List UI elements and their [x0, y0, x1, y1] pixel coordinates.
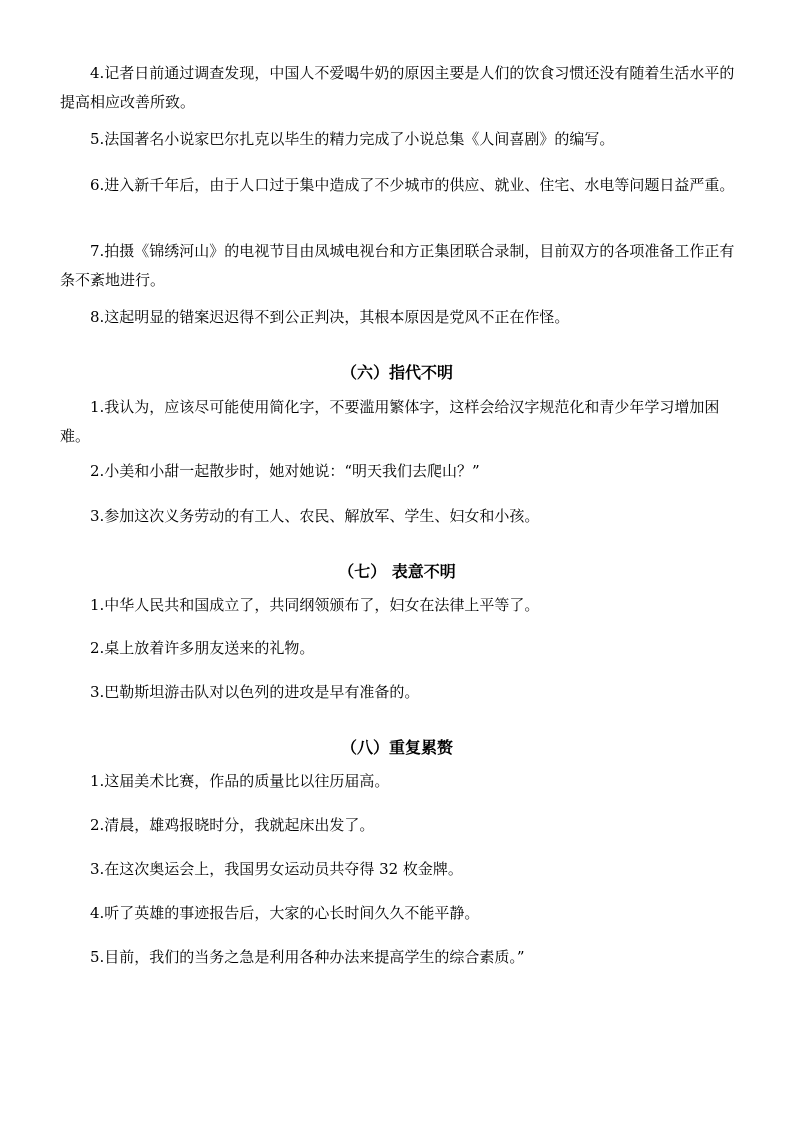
section-heading: （八）重复累赘 — [340, 738, 453, 757]
section-heading: （七） 表意不明 — [338, 562, 456, 581]
sentence-item: 8.这起明显的错案迟迟得不到公正判决，其根本原因是党风不正在作怪。 — [90, 308, 570, 326]
sentence-item: 5.目前，我们的当务之急是利用各种办法来提高学生的综合素质。” — [90, 948, 525, 966]
sentence-item: 2.清晨，雄鸡报晓时分，我就起床出发了。 — [90, 816, 375, 834]
sentence-item: 1.中华人民共和国成立了，共同纲领颁布了，妇女在法律上平等了。 — [90, 596, 540, 614]
section-heading: （六）指代不明 — [340, 363, 453, 382]
sentence-item: 4.听了英雄的事迹报告后，大家的心长时间久久不能平静。 — [90, 904, 480, 922]
sentence-item: 6.进入新千年后，由于人口过于集中造成了不少城市的供应、就业、住宅、水电等问题日益严重。 — [90, 176, 735, 194]
sentence-item: 3.在这次奥运会上，我国男女运动员共夺得 32 枚金牌。 — [90, 860, 463, 878]
sentence-item: 1.我认为，应该尽可能使用简化字，不要滥用繁体字，这样会给汉字规范化和青少年学习增加困难。 — [60, 398, 720, 445]
sentence-item: 4.记者日前通过调查发现，中国人不爱喝牛奶的原因主要是人们的饮食习惯还没有随着生活水平的提高相应改善所致。 — [60, 64, 735, 111]
sentence-item: 2.桌上放着许多朋友送来的礼物。 — [90, 639, 315, 657]
sentence-item: 3.巴勒斯坦游击队对以色列的进攻是早有准备的。 — [90, 683, 420, 701]
sentence-item: 2.小美和小甜一起散步时，她对她说：“明天我们去爬山？” — [90, 462, 480, 480]
sentence-item: 1.这届美术比赛，作品的质量比以往历届高。 — [90, 772, 390, 790]
sentence-item: 3.参加这次义务劳动的有工人、农民、解放军、学生、妇女和小孩。 — [90, 507, 540, 525]
sentence-item: 5.法国著名小说家巴尔扎克以毕生的精力完成了小说总集《人间喜剧》的编写。 — [90, 130, 615, 148]
sentence-item: 7.拍摄《锦绣河山》的电视节目由凤城电视台和方正集团联合录制，目前双方的各项准备工作正有条不紊地进行。 — [60, 242, 735, 289]
